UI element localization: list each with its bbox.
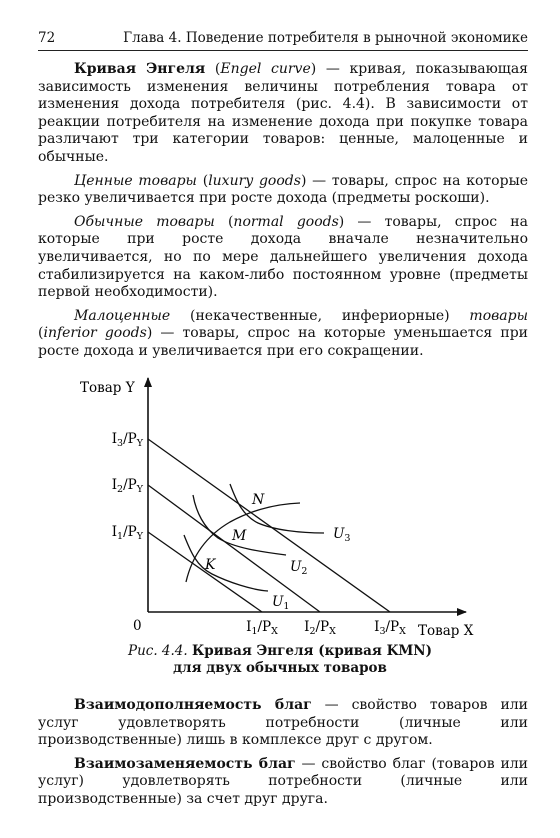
- running-header: [38, 30, 528, 50]
- budget-line-3: [148, 439, 390, 612]
- term-engel-curve-en: Engel curve: [220, 61, 311, 77]
- point-label: K: [205, 557, 216, 573]
- inferior-synonyms: (некачественные, инфериорные): [170, 307, 470, 324]
- header-rule: [38, 50, 528, 51]
- term-inferior-b: товары: [469, 307, 528, 324]
- term-normal-goods: Обычные товары: [74, 213, 215, 230]
- point-label: N: [252, 492, 265, 508]
- caption-line2: для двух обычных товаров: [173, 660, 387, 676]
- body-text-top: [38, 61, 528, 367]
- definition-substitutability: — свойство благ (товаров или услуг) удовлетворять потребности (личные или производственные) за счет друг друга.: [38, 755, 528, 807]
- paren-open: (: [38, 325, 44, 342]
- paragraph-normal-goods: [38, 214, 528, 302]
- x-tick-label: $I_1/P_X$: [246, 619, 278, 637]
- x-axis-label: Товар X: [418, 623, 474, 639]
- x-tick-label: $I_2/P_X$: [304, 619, 336, 637]
- page-number: 72: [38, 30, 56, 46]
- term-engel-curve: Кривая Энгеля: [74, 61, 206, 77]
- paren-open: (: [196, 172, 209, 189]
- y-tick-label: $I_2/P_Y$: [111, 477, 143, 495]
- caption-title: Кривая Энгеля (кривая KMN): [191, 643, 432, 659]
- definition-luxury-goods: ) — товары, спрос на которые резко увеличивается при росте дохода (предметы роскоши).: [38, 172, 528, 207]
- body-text-bottom: [38, 697, 528, 809]
- paragraph-luxury-goods: [38, 173, 528, 208]
- paren-open: (: [214, 213, 234, 230]
- term-inferior-goods-en: inferior goods: [43, 325, 147, 342]
- term-inferior-a: Малоценные: [74, 307, 171, 324]
- paragraph-complementarity: [38, 697, 528, 750]
- term-normal-goods-en: normal goods: [233, 213, 339, 230]
- caption-prefix: Рис. 4.4.: [128, 643, 188, 659]
- definition-engel-curve: ) — кривая, показывающая зависимость изменения величины потребления товара от изменения дохода потребителя (рис. 4.4). В зависимости от реакции потребителя на изменение дохода при покупке товара различают три категории товаров: ценные, малоценные и обычные.: [38, 61, 529, 165]
- x-tick-label: $I_3/P_X$: [374, 619, 406, 637]
- curve-label: $U_3$: [333, 526, 351, 544]
- definition-normal-goods: ) — товары, спрос на которые при росте дохода вначале незначительно увеличивается, но по мере дальнейшего увеличения дохода стабилизируется на каком-либо постоянном уровне (предметы первой необходимости).: [38, 213, 528, 301]
- y-tick-label: $I_3/P_Y$: [111, 431, 143, 449]
- curve-label: $U_1$: [272, 594, 290, 612]
- term-complementarity: Взаимодополняемость благ: [74, 697, 312, 713]
- y-axis-label: Товар Y: [80, 380, 135, 396]
- paragraph-substitutability: [38, 756, 528, 809]
- running-title: Глава 4. Поведение потребителя в рыночной экономике: [123, 30, 528, 46]
- curve-label: $U_2$: [290, 559, 308, 577]
- y-tick-label: $I_1/P_Y$: [111, 524, 143, 542]
- definition-complementarity: — свойство товаров или услуг удовлетворять потребности (личные или производственные) лишь в комплексе друг с другом.: [38, 697, 528, 749]
- engel-curve-figure: [0, 370, 560, 640]
- definition-inferior-goods: ) — товары, спрос на которые уменьшается при росте дохода и увеличивается при его сокращении.: [38, 325, 528, 359]
- term-luxury-goods-en: luxury goods: [208, 172, 301, 189]
- indifference-curve-u3: [230, 484, 324, 533]
- paragraph-inferior-goods: [38, 308, 528, 361]
- figure-caption: [0, 643, 560, 677]
- origin-label: 0: [133, 618, 142, 634]
- term-substitutability: Взаимозаменяемость благ: [74, 755, 296, 772]
- paren-open: (: [205, 61, 221, 77]
- term-luxury-goods: Ценные товары: [74, 172, 197, 189]
- point-label: M: [232, 528, 247, 544]
- paragraph-engel-curve: [38, 61, 528, 167]
